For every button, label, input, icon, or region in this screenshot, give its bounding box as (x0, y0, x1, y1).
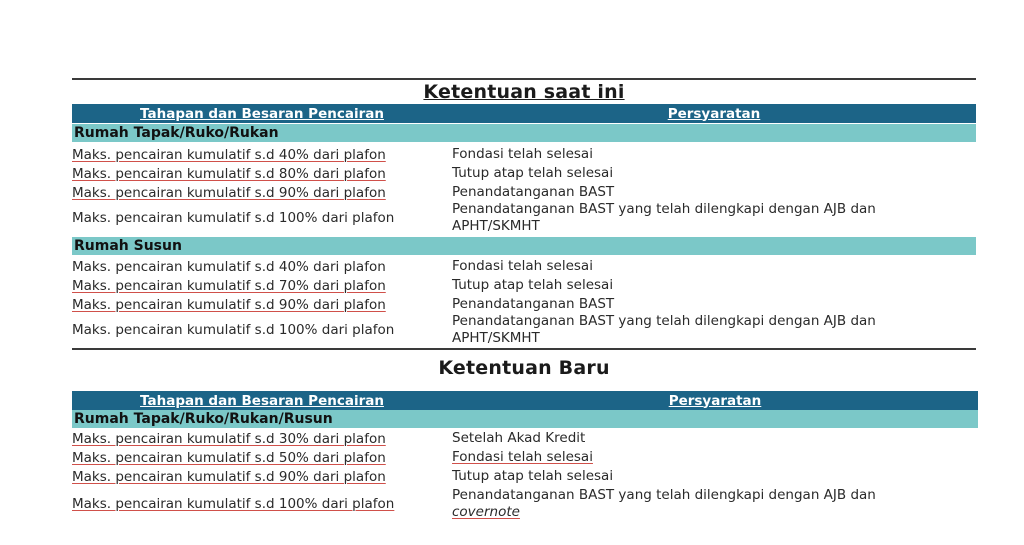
header-stage: Tahapan dan Besaran Pencairan (140, 105, 384, 122)
requirement-line: Penandatanganan BAST yang telah dilengkapi dengan AJB dan (452, 201, 876, 217)
stage-cell: Maks. pencairan kumulatif s.d 90% dari plafon (72, 184, 386, 201)
requirement-cell (452, 487, 976, 521)
header-requirement: Persyaratan (668, 392, 762, 409)
category-row: Rumah Tapak/Ruko/Rukan (72, 124, 976, 142)
header-stage: Tahapan dan Besaran Pencairan (140, 392, 384, 409)
requirement-line: covernote (452, 504, 520, 520)
table-row (72, 429, 976, 448)
top-divider (72, 78, 976, 80)
requirement-cell: Fondasi telah selesai (452, 258, 593, 274)
stage-cell: Maks. pencairan kumulatif s.d 70% dari plafon (72, 277, 386, 294)
new-table-header (72, 391, 978, 410)
stage-cell: Maks. pencairan kumulatif s.d 40% dari plafon (72, 146, 386, 163)
requirement-cell: Fondasi telah selesai (452, 449, 593, 465)
new-terms-title: Ketentuan Baru (438, 357, 610, 379)
stage-cell: Maks. pencairan kumulatif s.d 100% dari plafon (72, 322, 395, 338)
stage-cell: Maks. pencairan kumulatif s.d 100% dari plafon (72, 496, 395, 512)
requirement-line: APHT/SKMHT (452, 330, 540, 346)
stage-cell: Maks. pencairan kumulatif s.d 50% dari plafon (72, 449, 386, 466)
requirement-cell: Tutup atap telah selesai (452, 165, 614, 181)
table-row (72, 164, 976, 183)
requirement-line: Penandatanganan BAST yang telah dilengkapi dengan AJB dan (452, 313, 876, 329)
table-row (72, 276, 976, 295)
stage-cell: Maks. pencairan kumulatif s.d 80% dari plafon (72, 165, 386, 182)
requirement-line: Penandatanganan BAST yang telah dilengkapi dengan AJB dan (452, 487, 876, 503)
requirement-cell (452, 201, 976, 235)
requirement-cell (452, 313, 976, 347)
requirement-cell: Tutup atap telah selesai (452, 468, 614, 484)
stage-cell: Maks. pencairan kumulatif s.d 40% dari plafon (72, 258, 386, 275)
table-row (72, 295, 976, 314)
table-row (72, 201, 976, 235)
table-row (72, 486, 976, 522)
stage-cell: Maks. pencairan kumulatif s.d 30% dari plafon (72, 430, 386, 447)
section-divider (72, 348, 976, 350)
current-terms-title: Ketentuan saat ini (423, 81, 625, 103)
table-row (72, 145, 976, 164)
category-row: Rumah Tapak/Ruko/Rukan/Rusun (72, 410, 978, 428)
table-row (72, 448, 976, 467)
current-table-header (72, 104, 976, 123)
requirement-cell: Penandatanganan BAST (452, 184, 615, 200)
requirement-cell: Setelah Akad Kredit (452, 430, 586, 446)
table-row (72, 313, 976, 347)
stage-cell: Maks. pencairan kumulatif s.d 100% dari plafon (72, 210, 395, 226)
requirement-cell: Fondasi telah selesai (452, 146, 593, 162)
header-requirement: Persyaratan (667, 105, 761, 122)
table-row (72, 257, 976, 276)
stage-cell: Maks. pencairan kumulatif s.d 90% dari plafon (72, 296, 386, 313)
table-row (72, 467, 976, 486)
table-row (72, 183, 976, 202)
requirement-cell: Penandatanganan BAST (452, 296, 615, 312)
requirement-line: APHT/SKMHT (452, 218, 540, 234)
requirement-cell: Tutup atap telah selesai (452, 277, 614, 293)
stage-cell: Maks. pencairan kumulatif s.d 90% dari plafon (72, 468, 386, 485)
category-row: Rumah Susun (72, 237, 976, 255)
